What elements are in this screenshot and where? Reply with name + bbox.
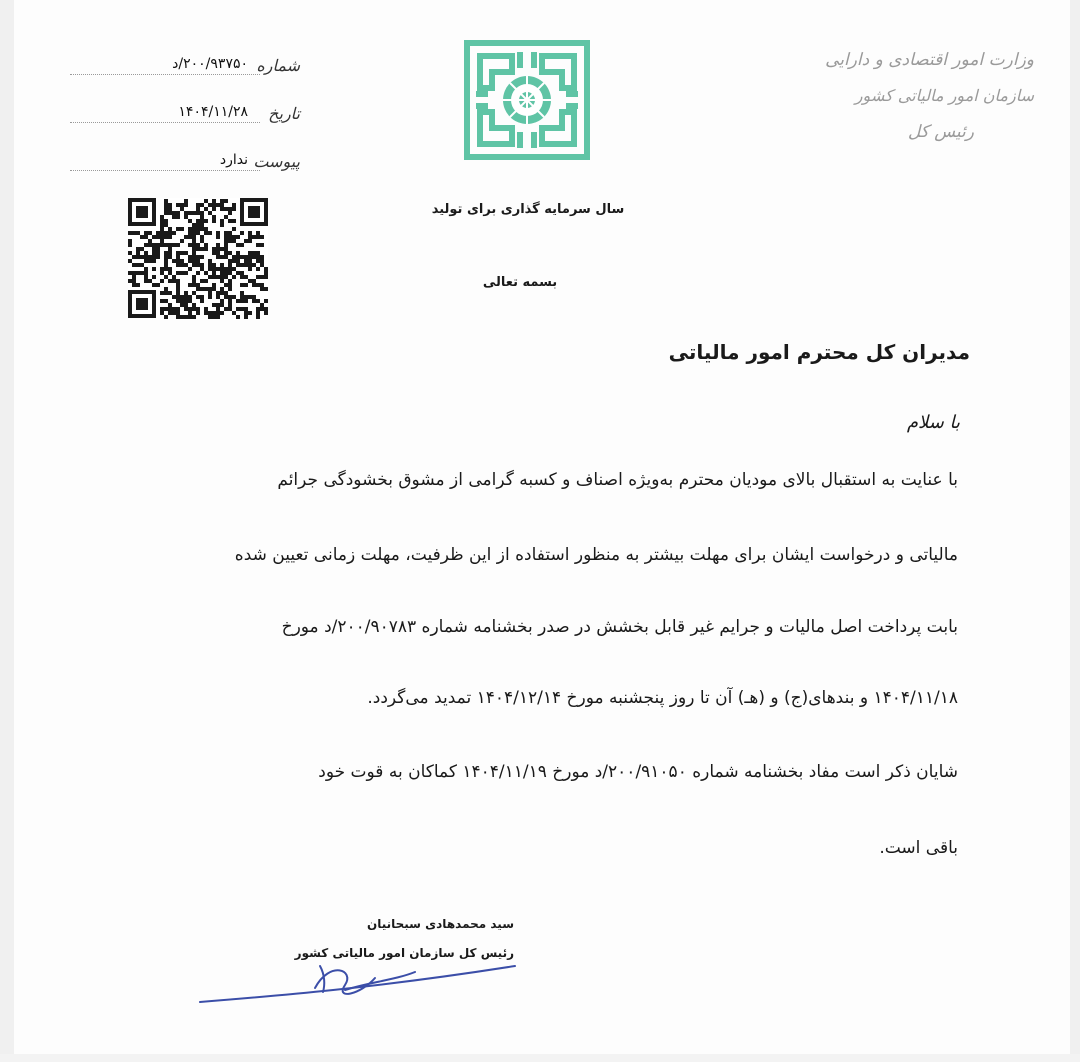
letter-meta: [70, 52, 300, 196]
letter-number-row: [70, 52, 300, 100]
dotted-line: [70, 170, 260, 171]
letter-attachment-label: پیوست: [253, 152, 300, 171]
scan-border-right: [1070, 0, 1080, 1062]
letter-body-line: شایان ذکر است مفاد بخشنامه شماره ۲۰۰/۹۱۰۵۰/د مورخ ۱۴۰۴/۱۱/۱۹ کماکان به قوت خود: [318, 762, 958, 782]
ministry-header: [794, 42, 1034, 150]
bismillah-heading: بسمه تعالی: [482, 275, 558, 290]
tax-organization-emblem-icon: [462, 38, 592, 162]
scan-border-bottom: [0, 1054, 1080, 1062]
ministry-name: وزارت امور اقتصادی و دارایی: [825, 50, 1034, 70]
letter-body-line: باقی است.: [879, 838, 958, 858]
organization-name: سازمان امور مالیاتی کشور: [854, 86, 1034, 105]
dotted-line: [70, 74, 260, 75]
year-slogan: سال سرمایه گذاری برای تولید: [431, 202, 625, 217]
office-title: رئیس کل: [907, 122, 974, 142]
handwritten-signature: [195, 930, 525, 1010]
letter-recipient: مدیران کل محترم امور مالیاتی: [668, 340, 970, 364]
letter-date-label: تاریخ: [268, 104, 300, 123]
letter-greeting: با سلام: [906, 412, 960, 433]
letter-attachment-row: [70, 148, 300, 196]
signer-name: سید محمدهادی سبحانیان: [366, 917, 514, 931]
signer-title: رئیس کل سازمان امور مالیاتی کشور: [294, 946, 514, 960]
letter-number-value: ۲۰۰/۹۳۷۵۰/د: [172, 56, 248, 72]
letter-body-line: ۱۴۰۴/۱۱/۱۸ و بندهای(ج) و (هـ) آن تا روز پنجشنبه مورخ ۱۴۰۴/۱۲/۱۴ تمدید می‌گردد.: [367, 688, 958, 708]
letter-number-label: شماره: [256, 56, 300, 75]
dotted-line: [70, 122, 260, 123]
letter-date-value: ۱۴۰۴/۱۱/۲۸: [178, 104, 248, 120]
letter-date-row: [70, 100, 300, 148]
letter-body-line: بابت پرداخت اصل مالیات و جرایم غیر قابل بخشش در صدر بخشنامه شماره ۲۰۰/۹۰۷۸۳/د مورخ: [281, 617, 958, 637]
qr-code-icon: [128, 198, 268, 320]
letter-body-line: با عنایت به استقبال بالای مودیان محترم به‌ویژه اصناف و کسبه گرامی از مشوق بخشودگی جرائم: [277, 470, 958, 490]
scan-border-left: [0, 0, 14, 1062]
letter-body-line: مالیاتی و درخواست ایشان برای مهلت بیشتر به منظور استفاده از این ظرفیت، مهلت زمانی تعیین شده: [234, 545, 958, 565]
letter-attachment-value: ندارد: [219, 152, 248, 168]
